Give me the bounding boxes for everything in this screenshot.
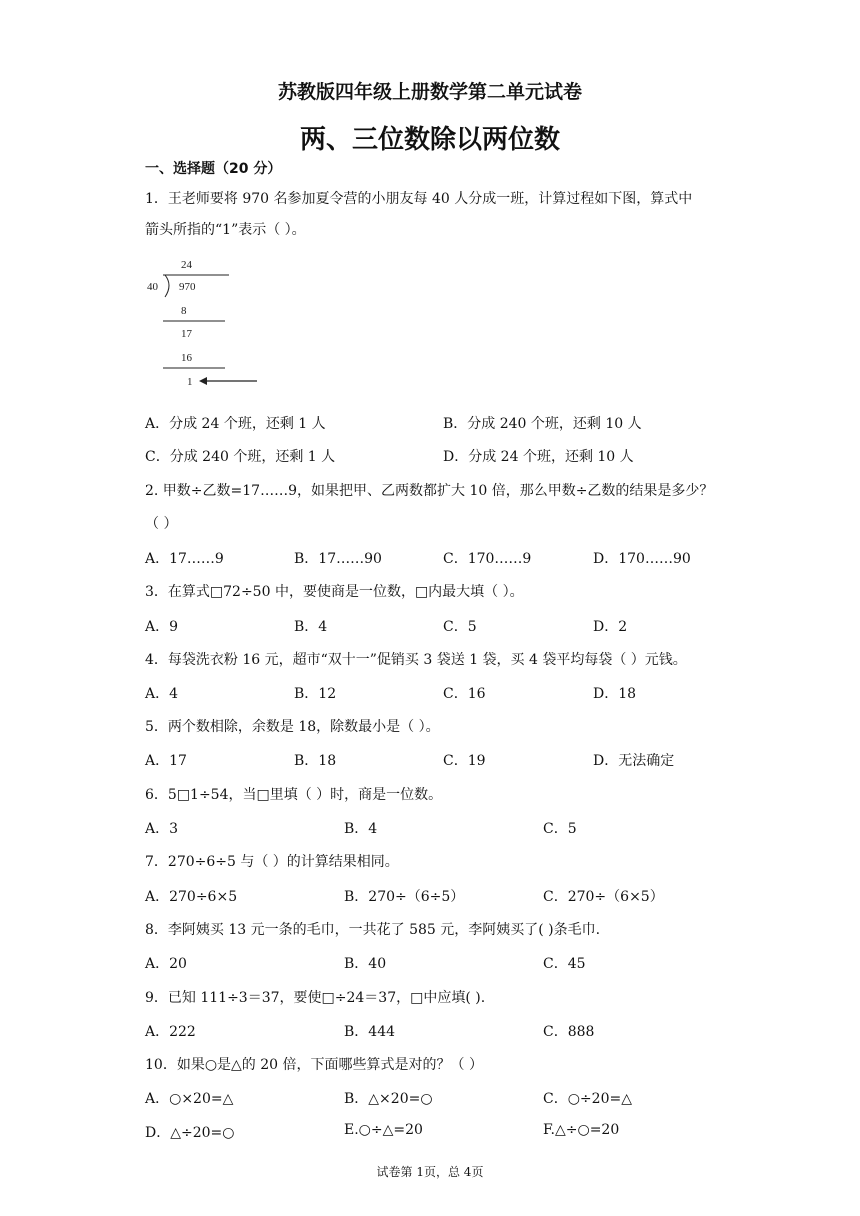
q7-option-c[interactable]: C．270÷（6×5） bbox=[543, 889, 664, 905]
q10-option-d[interactable]: D．△÷20=○ bbox=[145, 1125, 235, 1141]
q3-option-b[interactable]: B．4 bbox=[294, 619, 328, 635]
section-heading: 一、选择题（20 分） bbox=[145, 161, 282, 177]
q3-option-c[interactable]: C．5 bbox=[443, 619, 477, 635]
q10-option-a[interactable]: A．○×20=△ bbox=[145, 1091, 234, 1107]
q10-option-c[interactable]: C．○÷20=△ bbox=[543, 1091, 632, 1107]
question-4-text: 4．每袋洗衣粉 16 元，超市“双十一”促销买 3 袋送 1 袋，买 4 袋平均每袋（ ）元钱。 bbox=[145, 652, 687, 668]
figure-partial-2: 17 bbox=[181, 328, 192, 340]
question-6-text: 6．5□1÷54，当□里填（ ）时，商是一位数。 bbox=[145, 787, 443, 803]
question-9-text: 9．已知 111÷3＝37，要使□÷24＝37，□中应填( ). bbox=[145, 990, 486, 1006]
q5-option-c[interactable]: C．19 bbox=[443, 753, 486, 769]
q1-option-c[interactable]: C．分成 240 个班，还剩 1 人 bbox=[145, 449, 336, 465]
figure-partial-3: 16 bbox=[181, 352, 192, 364]
q7-option-a[interactable]: A．270÷6×5 bbox=[145, 889, 238, 905]
q6-option-c[interactable]: C．5 bbox=[543, 821, 577, 837]
question-10-text: 10．如果○是△的 20 倍，下面哪些算式是对的？（ ） bbox=[145, 1057, 483, 1073]
q2-option-d[interactable]: D．170……90 bbox=[593, 551, 691, 567]
q8-option-b[interactable]: B．40 bbox=[344, 956, 387, 972]
figure-partial-1: 8 bbox=[181, 305, 187, 317]
q2-option-c[interactable]: C．170……9 bbox=[443, 551, 532, 567]
page-footer: 试卷第 1页，总 4页 bbox=[376, 1165, 484, 1179]
q9-option-c[interactable]: C．888 bbox=[543, 1024, 595, 1040]
q2-option-b[interactable]: B．17……90 bbox=[294, 551, 382, 567]
exam-title: 苏教版四年级上册数学第二单元试卷 bbox=[277, 81, 582, 103]
q4-option-d[interactable]: D．18 bbox=[593, 686, 637, 702]
q4-option-a[interactable]: A．4 bbox=[145, 686, 179, 702]
question-8-text: 8．李阿姨买 13 元一条的毛巾，一共花了 585 元，李阿姨买了( )条毛巾. bbox=[145, 922, 601, 938]
q6-option-b[interactable]: B．4 bbox=[344, 821, 378, 837]
arrow-head-icon bbox=[199, 377, 207, 385]
q5-option-a[interactable]: A．17 bbox=[145, 753, 187, 769]
q4-option-b[interactable]: B．12 bbox=[294, 686, 337, 702]
q10-option-b[interactable]: B．△×20=○ bbox=[344, 1091, 433, 1107]
q3-option-d[interactable]: D．2 bbox=[593, 619, 628, 635]
question-5-text: 5．两个数相除，余数是 18，除数最小是（ ）。 bbox=[145, 719, 440, 735]
question-7-text: 7．270÷6÷5 与（ ）的计算结果相同。 bbox=[145, 854, 399, 870]
q3-option-a[interactable]: A．9 bbox=[145, 619, 179, 635]
long-division-figure bbox=[143, 255, 273, 390]
unit-title: 两、三位数除以两位数 bbox=[299, 125, 560, 155]
q4-option-c[interactable]: C．16 bbox=[443, 686, 486, 702]
figure-quotient: 24 bbox=[181, 259, 192, 271]
q2-option-a[interactable]: A．17……9 bbox=[145, 551, 224, 567]
question-1-text-cont: 箭头所指的“1”表示（ ）。 bbox=[145, 222, 306, 238]
q8-option-a[interactable]: A．20 bbox=[145, 956, 187, 972]
figure-dividend: 970 bbox=[179, 281, 196, 293]
q9-option-b[interactable]: B．444 bbox=[344, 1024, 396, 1040]
q10-option-f[interactable]: F.△÷○=20 bbox=[543, 1122, 620, 1138]
question-1-text: 1．王老师要将 970 名参加夏令营的小朋友每 40 人分成一班，计算过程如下图，算式中 bbox=[145, 191, 693, 207]
q1-option-b[interactable]: B．分成 240 个班，还剩 10 人 bbox=[443, 416, 642, 432]
q10-option-e[interactable]: E.○÷△=20 bbox=[344, 1122, 423, 1138]
q5-option-d[interactable]: D．无法确定 bbox=[593, 753, 675, 769]
q7-option-b[interactable]: B．270÷（6÷5） bbox=[344, 889, 465, 905]
q5-option-b[interactable]: B．18 bbox=[294, 753, 337, 769]
question-2-text-cont: （ ） bbox=[145, 516, 178, 532]
q8-option-c[interactable]: C．45 bbox=[543, 956, 586, 972]
figure-divisor: 40 bbox=[147, 281, 158, 293]
q1-option-d[interactable]: D．分成 24 个班，还剩 10 人 bbox=[443, 449, 634, 465]
figure-remainder: 1 bbox=[187, 376, 193, 388]
question-2-text: 2. 甲数÷乙数=17……9，如果把甲、乙两数都扩大 10 倍，那么甲数÷乙数的结果是多少？ bbox=[145, 483, 714, 499]
question-3-text: 3．在算式□72÷50 中，要使商是一位数，□内最大填（ ）。 bbox=[145, 584, 524, 600]
q6-option-a[interactable]: A．3 bbox=[145, 821, 179, 837]
q9-option-a[interactable]: A．222 bbox=[145, 1024, 196, 1040]
q1-option-a[interactable]: A．分成 24 个班，还剩 1 人 bbox=[145, 416, 326, 432]
